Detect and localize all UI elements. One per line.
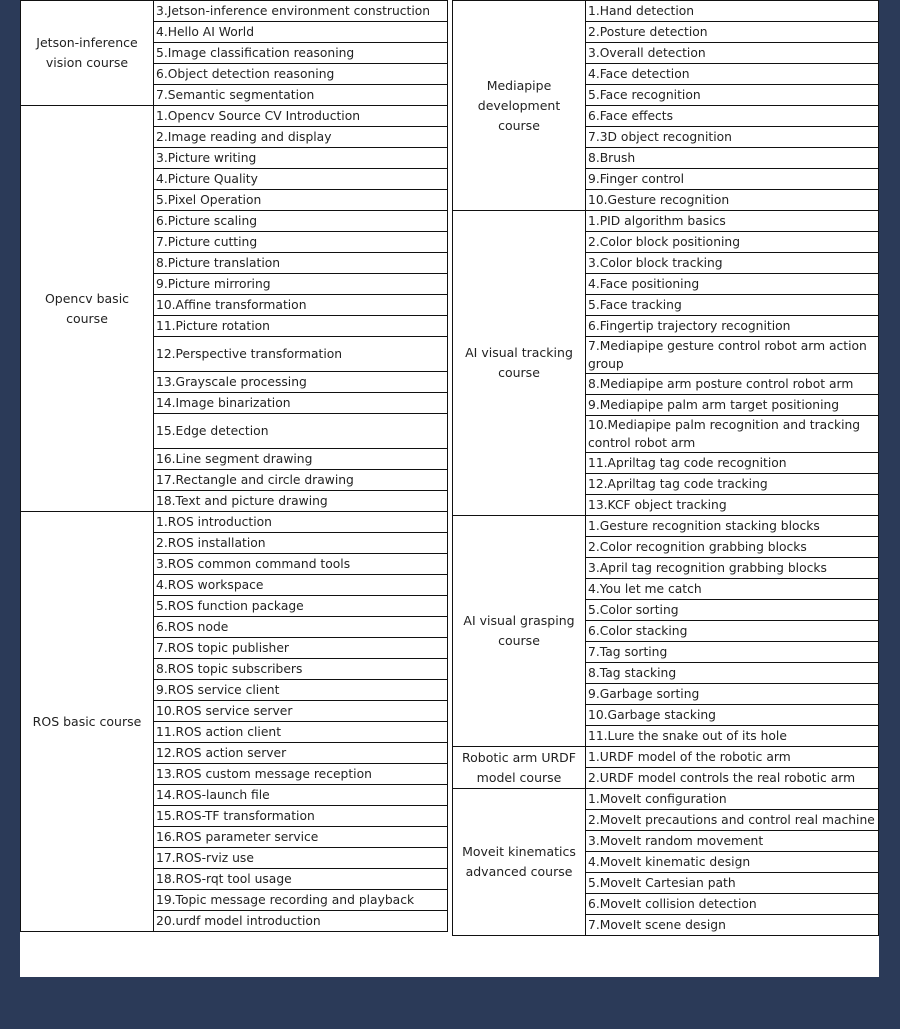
course-lesson: 10.Gesture recognition [586,190,879,211]
course-lesson: 11.Picture rotation [154,316,448,337]
course-lesson: 2.MoveIt precautions and control real machine [586,810,879,831]
table-row [453,1,879,22]
course-lesson: 1.Opencv Source CV Introduction [154,106,448,127]
course-lesson: 8.Tag stacking [586,663,879,684]
course-lesson: 6.Fingertip trajectory recognition [586,316,879,337]
course-lesson: 11.Lure the snake out of its hole [586,726,879,747]
course-category: Moveit kinematics advanced course [453,789,586,936]
course-table-right [452,0,879,936]
course-lesson: 15.Edge detection [154,414,448,449]
course-lesson: 4.Face detection [586,64,879,85]
course-lesson: 4.You let me catch [586,579,879,600]
course-lesson: 1.Gesture recognition stacking blocks [586,516,879,537]
course-lesson: 3.Overall detection [586,43,879,64]
table-row [21,1,448,22]
course-category: AI visual grasping course [453,516,586,747]
table-row [453,747,879,768]
course-lesson: 15.ROS-TF transformation [154,806,448,827]
course-lesson: 6.MoveIt collision detection [586,894,879,915]
course-lesson: 9.Picture mirroring [154,274,448,295]
course-lesson: 8.Picture translation [154,253,448,274]
course-lesson: 20.urdf model introduction [154,911,448,932]
course-category: ROS basic course [21,512,154,932]
course-lesson: 9.Mediapipe palm arm target positioning [586,395,879,416]
course-lesson: 10.Affine transformation [154,295,448,316]
course-lesson: 5.Color sorting [586,600,879,621]
course-lesson: 3.Jetson-inference environment construction [154,1,448,22]
course-lesson: 1.Hand detection [586,1,879,22]
course-lesson: 1.MoveIt configuration [586,789,879,810]
course-lesson: 5.Face recognition [586,85,879,106]
course-lesson: 18.ROS-rqt tool usage [154,869,448,890]
course-lesson: 11.ROS action client [154,722,448,743]
course-lesson: 1.URDF model of the robotic arm [586,747,879,768]
course-lesson: 13.Grayscale processing [154,372,448,393]
course-lesson: 9.Finger control [586,169,879,190]
course-table-left [20,0,448,932]
course-lesson: 7.MoveIt scene design [586,915,879,936]
course-lesson: 10.ROS service server [154,701,448,722]
course-lesson: 12.Apriltag tag code tracking [586,474,879,495]
course-lesson: 10.Garbage stacking [586,705,879,726]
course-lesson: 14.ROS-launch file [154,785,448,806]
table-row [453,211,879,232]
course-lesson: 4.Picture Quality [154,169,448,190]
table-row [453,516,879,537]
course-lesson: 10.Mediapipe palm recognition and tracking control robot arm [586,416,879,453]
course-lesson: 2.ROS installation [154,533,448,554]
course-lesson: 5.ROS function package [154,596,448,617]
course-lesson: 1.PID algorithm basics [586,211,879,232]
course-lesson: 8.Mediapipe arm posture control robot arm [586,374,879,395]
course-lesson: 12.Perspective transformation [154,337,448,372]
course-lesson: 5.Pixel Operation [154,190,448,211]
course-lesson: 9.ROS service client [154,680,448,701]
course-lesson: 9.Garbage sorting [586,684,879,705]
course-lesson: 5.Face tracking [586,295,879,316]
course-lesson: 7.Mediapipe gesture control robot arm action group [586,337,879,374]
course-lesson: 12.ROS action server [154,743,448,764]
course-lesson: 2.URDF model controls the real robotic arm [586,768,879,789]
course-lesson: 6.ROS node [154,617,448,638]
course-lesson: 3.Picture writing [154,148,448,169]
course-lesson: 18.Text and picture drawing [154,491,448,512]
course-lesson: 6.Object detection reasoning [154,64,448,85]
course-lesson: 7.Picture cutting [154,232,448,253]
course-lesson: 4.Face positioning [586,274,879,295]
course-lesson: 13.KCF object tracking [586,495,879,516]
table-row [21,512,448,533]
course-lesson: 8.Brush [586,148,879,169]
course-category: Opencv basic course [21,106,154,512]
course-lesson: 7.3D object recognition [586,127,879,148]
course-category: Mediapipe development course [453,1,586,211]
course-lesson: 4.Hello AI World [154,22,448,43]
course-lesson: 4.ROS workspace [154,575,448,596]
course-lesson: 7.Tag sorting [586,642,879,663]
course-lesson: 3.April tag recognition grabbing blocks [586,558,879,579]
table-row [21,106,448,127]
course-lesson: 16.Line segment drawing [154,449,448,470]
course-lesson: 5.Image classification reasoning [154,43,448,64]
course-lesson: 2.Posture detection [586,22,879,43]
course-lesson: 17.Rectangle and circle drawing [154,470,448,491]
course-lesson: 8.ROS topic subscribers [154,659,448,680]
course-lesson: 17.ROS-rviz use [154,848,448,869]
course-lesson: 14.Image binarization [154,393,448,414]
course-lesson: 13.ROS custom message reception [154,764,448,785]
course-lesson: 3.MoveIt random movement [586,831,879,852]
table-row [453,789,879,810]
course-lesson: 5.MoveIt Cartesian path [586,873,879,894]
course-lesson: 3.ROS common command tools [154,554,448,575]
course-lesson: 1.ROS introduction [154,512,448,533]
course-lesson: 4.MoveIt kinematic design [586,852,879,873]
course-lesson: 7.Semantic segmentation [154,85,448,106]
course-lesson: 7.ROS topic publisher [154,638,448,659]
course-lesson: 19.Topic message recording and playback [154,890,448,911]
course-lesson: 3.Color block tracking [586,253,879,274]
course-lesson: 6.Face effects [586,106,879,127]
course-sheet [20,0,879,977]
course-category: Jetson-inference vision course [21,1,154,106]
course-category: Robotic arm URDF model course [453,747,586,789]
course-lesson: 2.Image reading and display [154,127,448,148]
course-lesson: 6.Color stacking [586,621,879,642]
course-lesson: 2.Color recognition grabbing blocks [586,537,879,558]
course-lesson: 6.Picture scaling [154,211,448,232]
course-lesson: 16.ROS parameter service [154,827,448,848]
course-category: AI visual tracking course [453,211,586,516]
course-lesson: 11.Apriltag tag code recognition [586,453,879,474]
course-lesson: 2.Color block positioning [586,232,879,253]
